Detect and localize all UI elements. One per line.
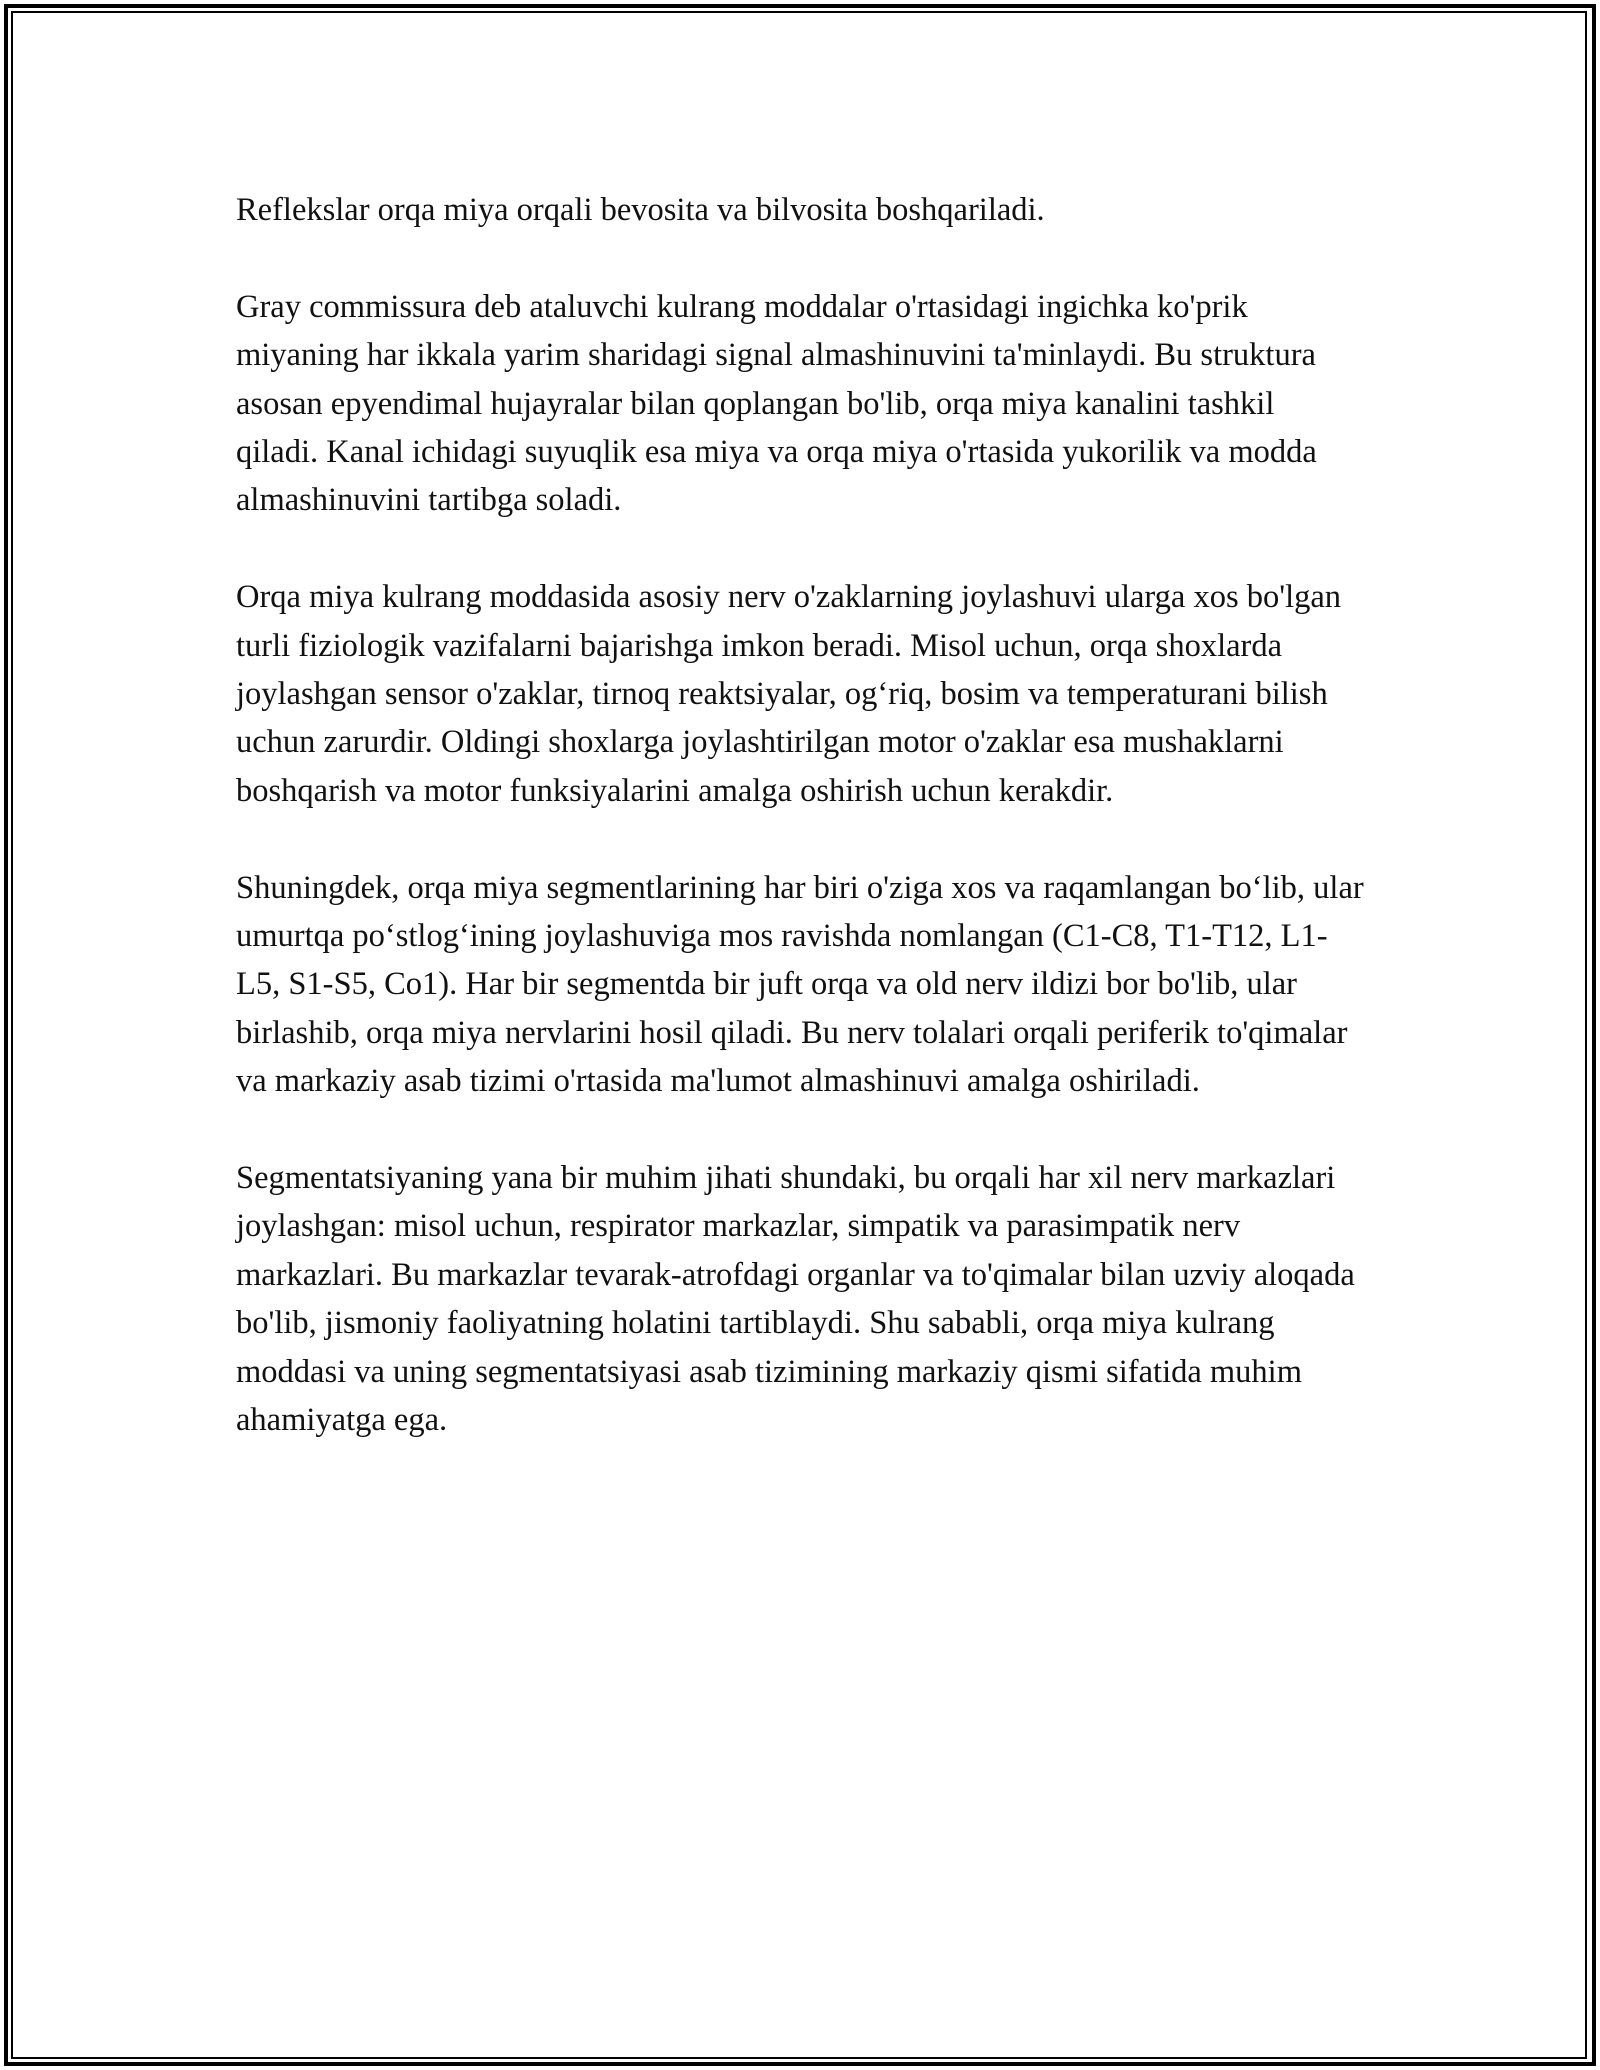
paragraph-nerve-nuclei: Orqa miya kulrang moddasida asosiy nerv o'zaklarning joylashuvi ularga xos bo'lgan turli fiziologik vazifalarni bajarishga imkon beradi. Misol uchun, orqa shoxlarda joylashgan sensor o'zaklar, tirnoq reaktsiyalar, og‘riq, bosim va temperaturani bilish uchun zarurdir. Oldingi shoxlarga joylashtirilgan motor o'zaklar esa mushaklarni boshqarish va motor funksiyalarini amalga oshirish uchun kerakdir. [236,579,1342,809]
paragraph-reflexes: Reflekslar orqa miya orqali bevosita va bilvosita boshqariladi. [236,192,1045,228]
document-body [236,186,1364,1445]
paragraph-segmentation-centers: Segmentatsiyaning yana bir muhim jihati shundaki, bu orqali har xil nerv markazlari joylashgan: misol uchun, respirator markazlar, simpatik va parasimpatik nerv markazlari. Bu markazlar tevarak-atrofdagi organlar va to'qimalar bilan uzviy aloqada bo'lib, jismoniy faoliyatning holatini tartiblaydi. Shu sababli, orqa miya kulrang moddasi va uning segmentatsiyasi asab tizimining markaziy qismi sifatida muhim ahamiyatga ega. [236,1160,1355,1439]
paragraph-gray-commissure: Gray commissura deb ataluvchi kulrang moddalar o'rtasidagi ingichka ko'prik miyaning har ikkala yarim sharidagi signal almashinuvini ta'minlaydi. Bu struktura asosan epyendimal hujayralar bilan qoplangan bo'lib, orqa miya kanalini tashkil qiladi. Kanal ichidagi suyuqlik esa miya va orqa miya o'rtasida yukorilik va modda almashinuvini tartibga soladi. [236,288,1317,519]
paragraph-segments: Shuningdek, orqa miya segmentlarining har biri o'ziga xos va raqamlangan bo‘lib, ular umurtqa po‘stlog‘ining joylashuviga mos ravishda nomlangan (C1-C8, T1-T12, L1-L5, S1-S5, Co1). Har bir segmentda bir juft orqa va old nerv ildizi bor bo'lib, ular birlashib, orqa miya nervlarini hosil qiladi. Bu nerv tolalari orqali periferik to'qimalar va markaziy asab tizimi o'rtasida ma'lumot almashinuvi amalga oshiriladi. [236,869,1364,1100]
